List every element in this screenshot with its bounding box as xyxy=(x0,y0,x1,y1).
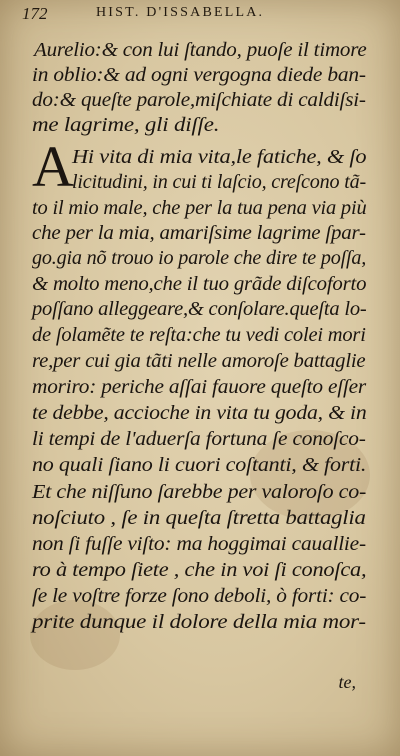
text-line: to il mio male, che per la tua pena via più xyxy=(32,197,367,219)
text-line: no quali ſiano li cuori coſtanti, & forti. xyxy=(32,454,367,476)
text-line: non ſi fuſſe viſto: ma hoggimai cauallie- xyxy=(32,533,366,555)
text-line: go.gia nõ trouo io parole che dire te poſſa, xyxy=(32,247,367,269)
text-line: prite dunque il dolore della mia mor- xyxy=(32,611,366,633)
text-line: Et che niſſuno ſarebbe per valoroſo co- xyxy=(32,481,367,503)
catchword: te, xyxy=(338,672,356,692)
text-line: do:& queſte parole,miſchiate di caldiſsi- xyxy=(32,89,366,111)
text-line: Aurelio:& con lui ſtando, puoſe il timore xyxy=(34,39,367,61)
text-line: ſe le voſtre forze ſono deboli, ò forti: co- xyxy=(32,585,367,607)
text-line: te debbe, accioche in vita tu goda, & in xyxy=(32,402,367,424)
running-title: HIST. D'ISSABELLA. xyxy=(96,5,265,20)
running-head xyxy=(22,4,352,26)
text-line: moriro: periche aſſai fauore queſto eſſer xyxy=(32,376,367,398)
drop-cap: A xyxy=(32,134,74,199)
text-line: re,per cui gia tãti nelle amoroſe battaglie xyxy=(32,350,366,372)
text-line: Hi vita di mia vita,le fatiche, & ſo xyxy=(72,146,367,168)
text-line: de ſolamẽte te reſta:che tu vedi colei mori xyxy=(32,324,366,346)
text-line: noſciuto , ſe in queſta ſtretta battaglia xyxy=(32,507,366,529)
text-line: me lagrime, gli diſſe. xyxy=(32,114,220,136)
text-line: che per la mia, amariſsime lagrime ſpar- xyxy=(32,222,366,244)
text-line: licitudini, in cui ti laſcio, creſcono tã- xyxy=(72,171,366,193)
text-line: in oblio:& ad ogni vergogna diede ban- xyxy=(32,64,366,86)
text-line: li tempi de l'aduerſa fortuna ſe conoſco- xyxy=(32,428,366,450)
page-number: 172 xyxy=(22,4,48,23)
text-line: & molto meno,che il tuo grãde diſcoforto xyxy=(32,273,367,295)
text-line: poſſano alleggeare,& conſolare.queſta lo- xyxy=(32,298,367,320)
text-line: ro à tempo ſiete , che in voi ſi conoſca, xyxy=(32,559,367,581)
